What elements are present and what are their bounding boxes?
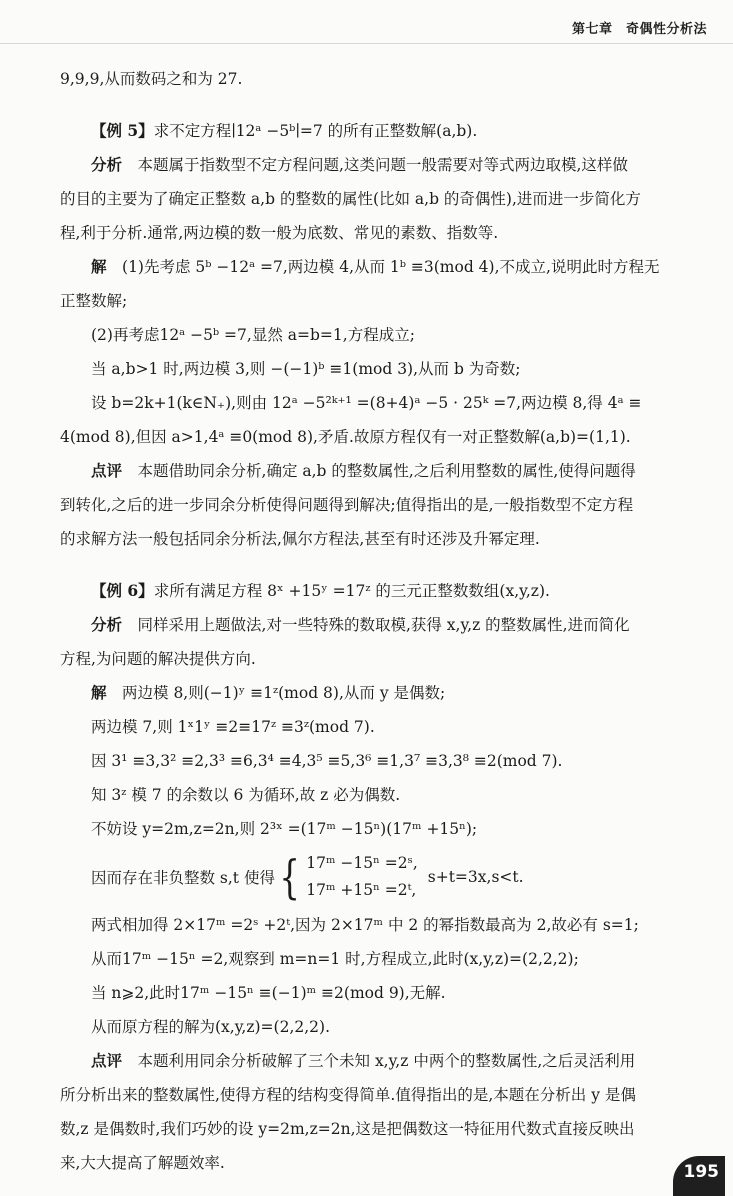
text-line: 4(mod 8),但因 a>1,4ᵃ ≡0(mod 8),矛盾.故原方程仅有一对正整数解(a,b)=(1,1). (60, 428, 631, 446)
text-line: 不妨设 y=2m,z=2n,则 2³ˣ =(17ᵐ −15ⁿ)(17ᵐ +15ⁿ); (91, 820, 478, 838)
text-line: 因 3¹ ≡3,3² ≡2,3³ ≡6,3⁴ ≡4,3⁵ ≡5,3⁶ ≡1,3⁷ ≡3,3⁸ ≡2(mod 7). (91, 752, 563, 770)
text-line: 9,9,9,从而数码之和为 27. (60, 70, 243, 88)
page-body (60, 62, 710, 1180)
comment-label: 点评 (91, 461, 123, 480)
text-line: 程,利于分析.通常,两边模的数一般为底数、常见的素数、指数等. (60, 224, 499, 242)
system-equation-1: 17ᵐ −15ⁿ =2ˢ, (306, 854, 418, 872)
analysis-label: 分析 (91, 615, 123, 634)
text-line: (2)再考虑12ᵃ −5ᵇ =7,显然 a=b=1,方程成立; (91, 326, 415, 344)
analysis-label: 分析 (91, 155, 123, 174)
example-6-tag: 【例 6】 (91, 581, 154, 600)
text-line: 从而17ᵐ −15ⁿ =2,观察到 m=n=1 时,方程成立,此时(x,y,z)=(2,2,2); (91, 950, 579, 968)
text-line: 知 3ᶻ 模 7 的余数以 6 为循环,故 z 必为偶数. (91, 786, 401, 804)
text-line: 两式相加得 2×17ᵐ =2ˢ +2ᵗ,因为 2×17ᵐ 中 2 的幂指数最高为 2,故必有 s=1; (91, 916, 639, 934)
analysis-paragraph: 分析 同样采用上题做法,对一些特殊的数取模,获得 x,y,z 的整数属性,进而简化 (91, 615, 630, 634)
chapter-header: 第七章 奇偶性分析法 (571, 22, 707, 37)
text-line: 当 a,b>1 时,两边模 3,则 −(−1)ᵇ ≡1(mod 3),从而 b 为奇数; (91, 360, 521, 378)
example-5-tag: 【例 5】 (91, 121, 154, 140)
text-line: 所分析出来的整数属性,使得方程的结构变得简单.值得指出的是,本题在分析出 y 是偶 (60, 1086, 636, 1104)
text-line: 的求解方法一般包括同余分析法,佩尔方程法,甚至有时还涉及升幂定理. (60, 530, 540, 548)
comment-paragraph: 点评 本题利用同余分析破解了三个未知 x,y,z 中两个的整数属性,之后灵活利用 (91, 1051, 636, 1070)
example-5-question: 【例 5】求不定方程∣12ᵃ −5ᵇ∣=7 的所有正整数解(a,b). (91, 121, 478, 140)
text-line: 设 b=2k+1(k∈N₊),则由 12ᵃ −5²ᵏ⁺¹ =(8+4)ᵃ −5 · 25ᵏ =7,两边模 8,得 4ᵃ ≡ (91, 394, 642, 412)
system-equations (306, 850, 418, 904)
solution-paragraph: 解 两边模 8,则(−1)ʸ ≡1ᶻ(mod 8),从而 y 是偶数; (91, 683, 446, 702)
header-divider (0, 43, 733, 44)
text-line: 来,大大提高了解题效率. (60, 1154, 225, 1172)
solution-label: 解 (91, 257, 107, 276)
comment-label: 点评 (91, 1051, 123, 1070)
system-condition: s+t=3x,s<t. (427, 868, 524, 886)
text-line: 数,z 是偶数时,我们巧妙的设 y=2m,z=2n,这是把偶数这一特征用代数式直接反映出 (60, 1120, 635, 1138)
equation-system (60, 848, 710, 906)
solution-paragraph: 解 (1)先考虑 5ᵇ −12ᵃ =7,两边模 4,从而 1ᵇ ≡3(mod 4),不成立,说明此时方程无 (91, 257, 660, 276)
text-line: 正整数解; (60, 292, 128, 310)
example-6-question: 【例 6】求所有满足方程 8ˣ +15ʸ =17ᶻ 的三元正整数数组(x,y,z). (91, 581, 550, 600)
text-line: 从而原方程的解为(x,y,z)=(2,2,2). (91, 1018, 331, 1036)
text-line: 到转化,之后的进一步同余分析使得问题得到解决;值得指出的是,一般指数型不定方程 (60, 496, 634, 514)
text-line: 当 n⩾2,此时17ᵐ −15ⁿ ≡(−1)ᵐ ≡2(mod 9),无解. (91, 984, 446, 1002)
system-lead-text: 因而存在非负整数 s,t 使得 (91, 869, 275, 887)
solution-label: 解 (91, 683, 107, 702)
left-brace: { (279, 850, 300, 904)
text-line: 方程,为问题的解决提供方向. (60, 650, 256, 668)
analysis-paragraph: 分析 本题属于指数型不定方程问题,这类问题一般需要对等式两边取模,这样做 (91, 155, 628, 174)
text-line: 的目的主要为了确定正整数 a,b 的整数的属性(比如 a,b 的奇偶性),进而进一步简化方 (60, 190, 641, 208)
text-line: 两边模 7,则 1ˣ1ʸ ≡2≡17ᶻ ≡3ᶻ(mod 7). (91, 718, 375, 736)
comment-paragraph: 点评 本题借助同余分析,确定 a,b 的整数属性,之后利用整数的属性,使得问题得 (91, 461, 636, 480)
system-equation-2: 17ᵐ +15ⁿ =2ᵗ, (306, 881, 417, 899)
page-number: 195 (683, 1162, 719, 1182)
